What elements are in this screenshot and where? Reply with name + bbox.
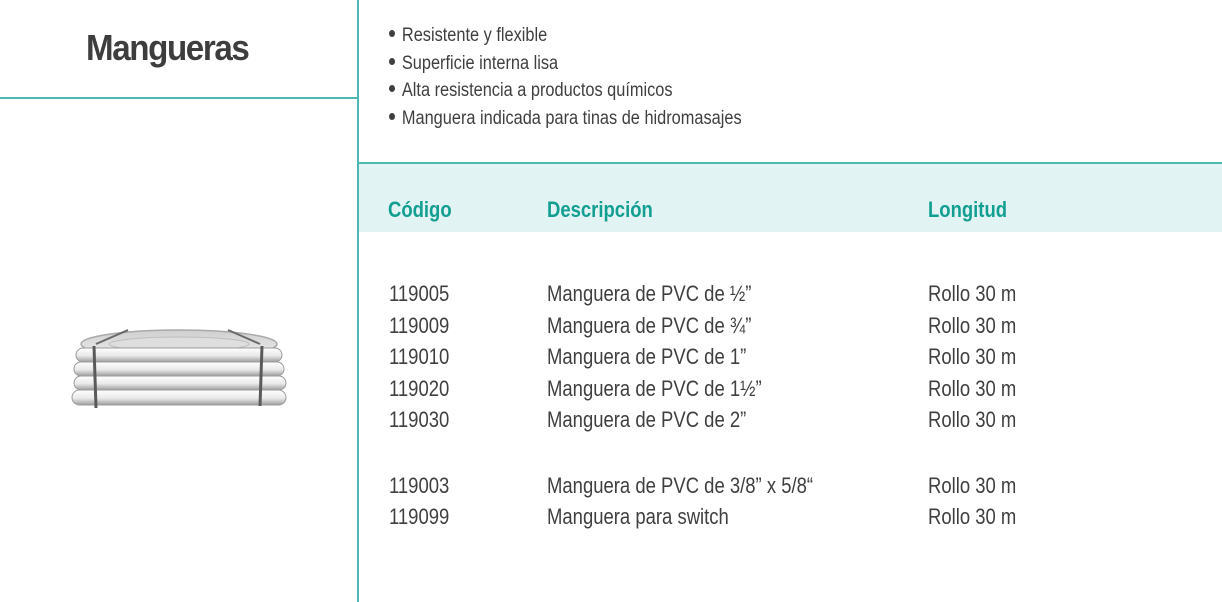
product-description: Manguera de PVC de 1” <box>547 344 747 369</box>
feature-item: Superficie interna lisa <box>389 50 742 78</box>
column-header-code: Código <box>388 197 452 222</box>
product-code: 119020 <box>389 375 450 401</box>
table-row <box>389 278 1189 310</box>
product-length: Rollo 30 m <box>928 504 1017 529</box>
product-description: Manguera de PVC de 1½” <box>547 375 762 401</box>
product-code: 119005 <box>389 281 450 306</box>
bullet-icon <box>389 113 395 120</box>
table-row <box>389 341 1189 373</box>
feature-list <box>389 22 799 132</box>
table-row <box>389 470 1189 502</box>
table-header <box>359 162 1222 232</box>
table-row <box>389 404 1189 436</box>
product-description: Manguera para switch <box>547 504 729 529</box>
product-description: Manguera de PVC de ½” <box>547 281 752 306</box>
product-code: 119099 <box>389 504 450 529</box>
product-length: Rollo 30 m <box>928 344 1017 369</box>
bullet-icon <box>389 58 395 65</box>
bullet-icon <box>389 85 395 92</box>
product-code: 119003 <box>389 472 450 498</box>
product-description: Manguera de PVC de 3/8” x 5/8“ <box>547 472 814 498</box>
product-code: 119009 <box>389 312 450 338</box>
feature-item: Manguera indicada para tinas de hidromasajes <box>389 105 742 133</box>
table-row <box>389 310 1189 342</box>
product-description: Manguera de PVC de ¾” <box>547 312 752 338</box>
product-length: Rollo 30 m <box>928 375 1017 401</box>
feature-item: Resistente y flexible <box>389 22 742 50</box>
coiled-hose-image <box>66 318 292 426</box>
page-title: Mangueras <box>86 27 249 68</box>
product-table <box>389 278 1189 533</box>
product-length: Rollo 30 m <box>928 472 1017 498</box>
product-code: 119030 <box>389 407 450 432</box>
table-row <box>389 501 1189 533</box>
product-code: 119010 <box>389 344 450 369</box>
table-row <box>389 373 1189 405</box>
product-length: Rollo 30 m <box>928 281 1017 306</box>
bullet-icon <box>389 30 395 37</box>
column-header-length: Longitud <box>928 197 1008 222</box>
product-length: Rollo 30 m <box>928 407 1017 432</box>
title-divider <box>0 97 359 99</box>
column-divider <box>357 0 359 602</box>
feature-item: Alta resistencia a productos químicos <box>389 77 742 105</box>
product-length: Rollo 30 m <box>928 312 1017 338</box>
column-header-description: Descripción <box>547 197 653 222</box>
product-description: Manguera de PVC de 2” <box>547 407 747 432</box>
